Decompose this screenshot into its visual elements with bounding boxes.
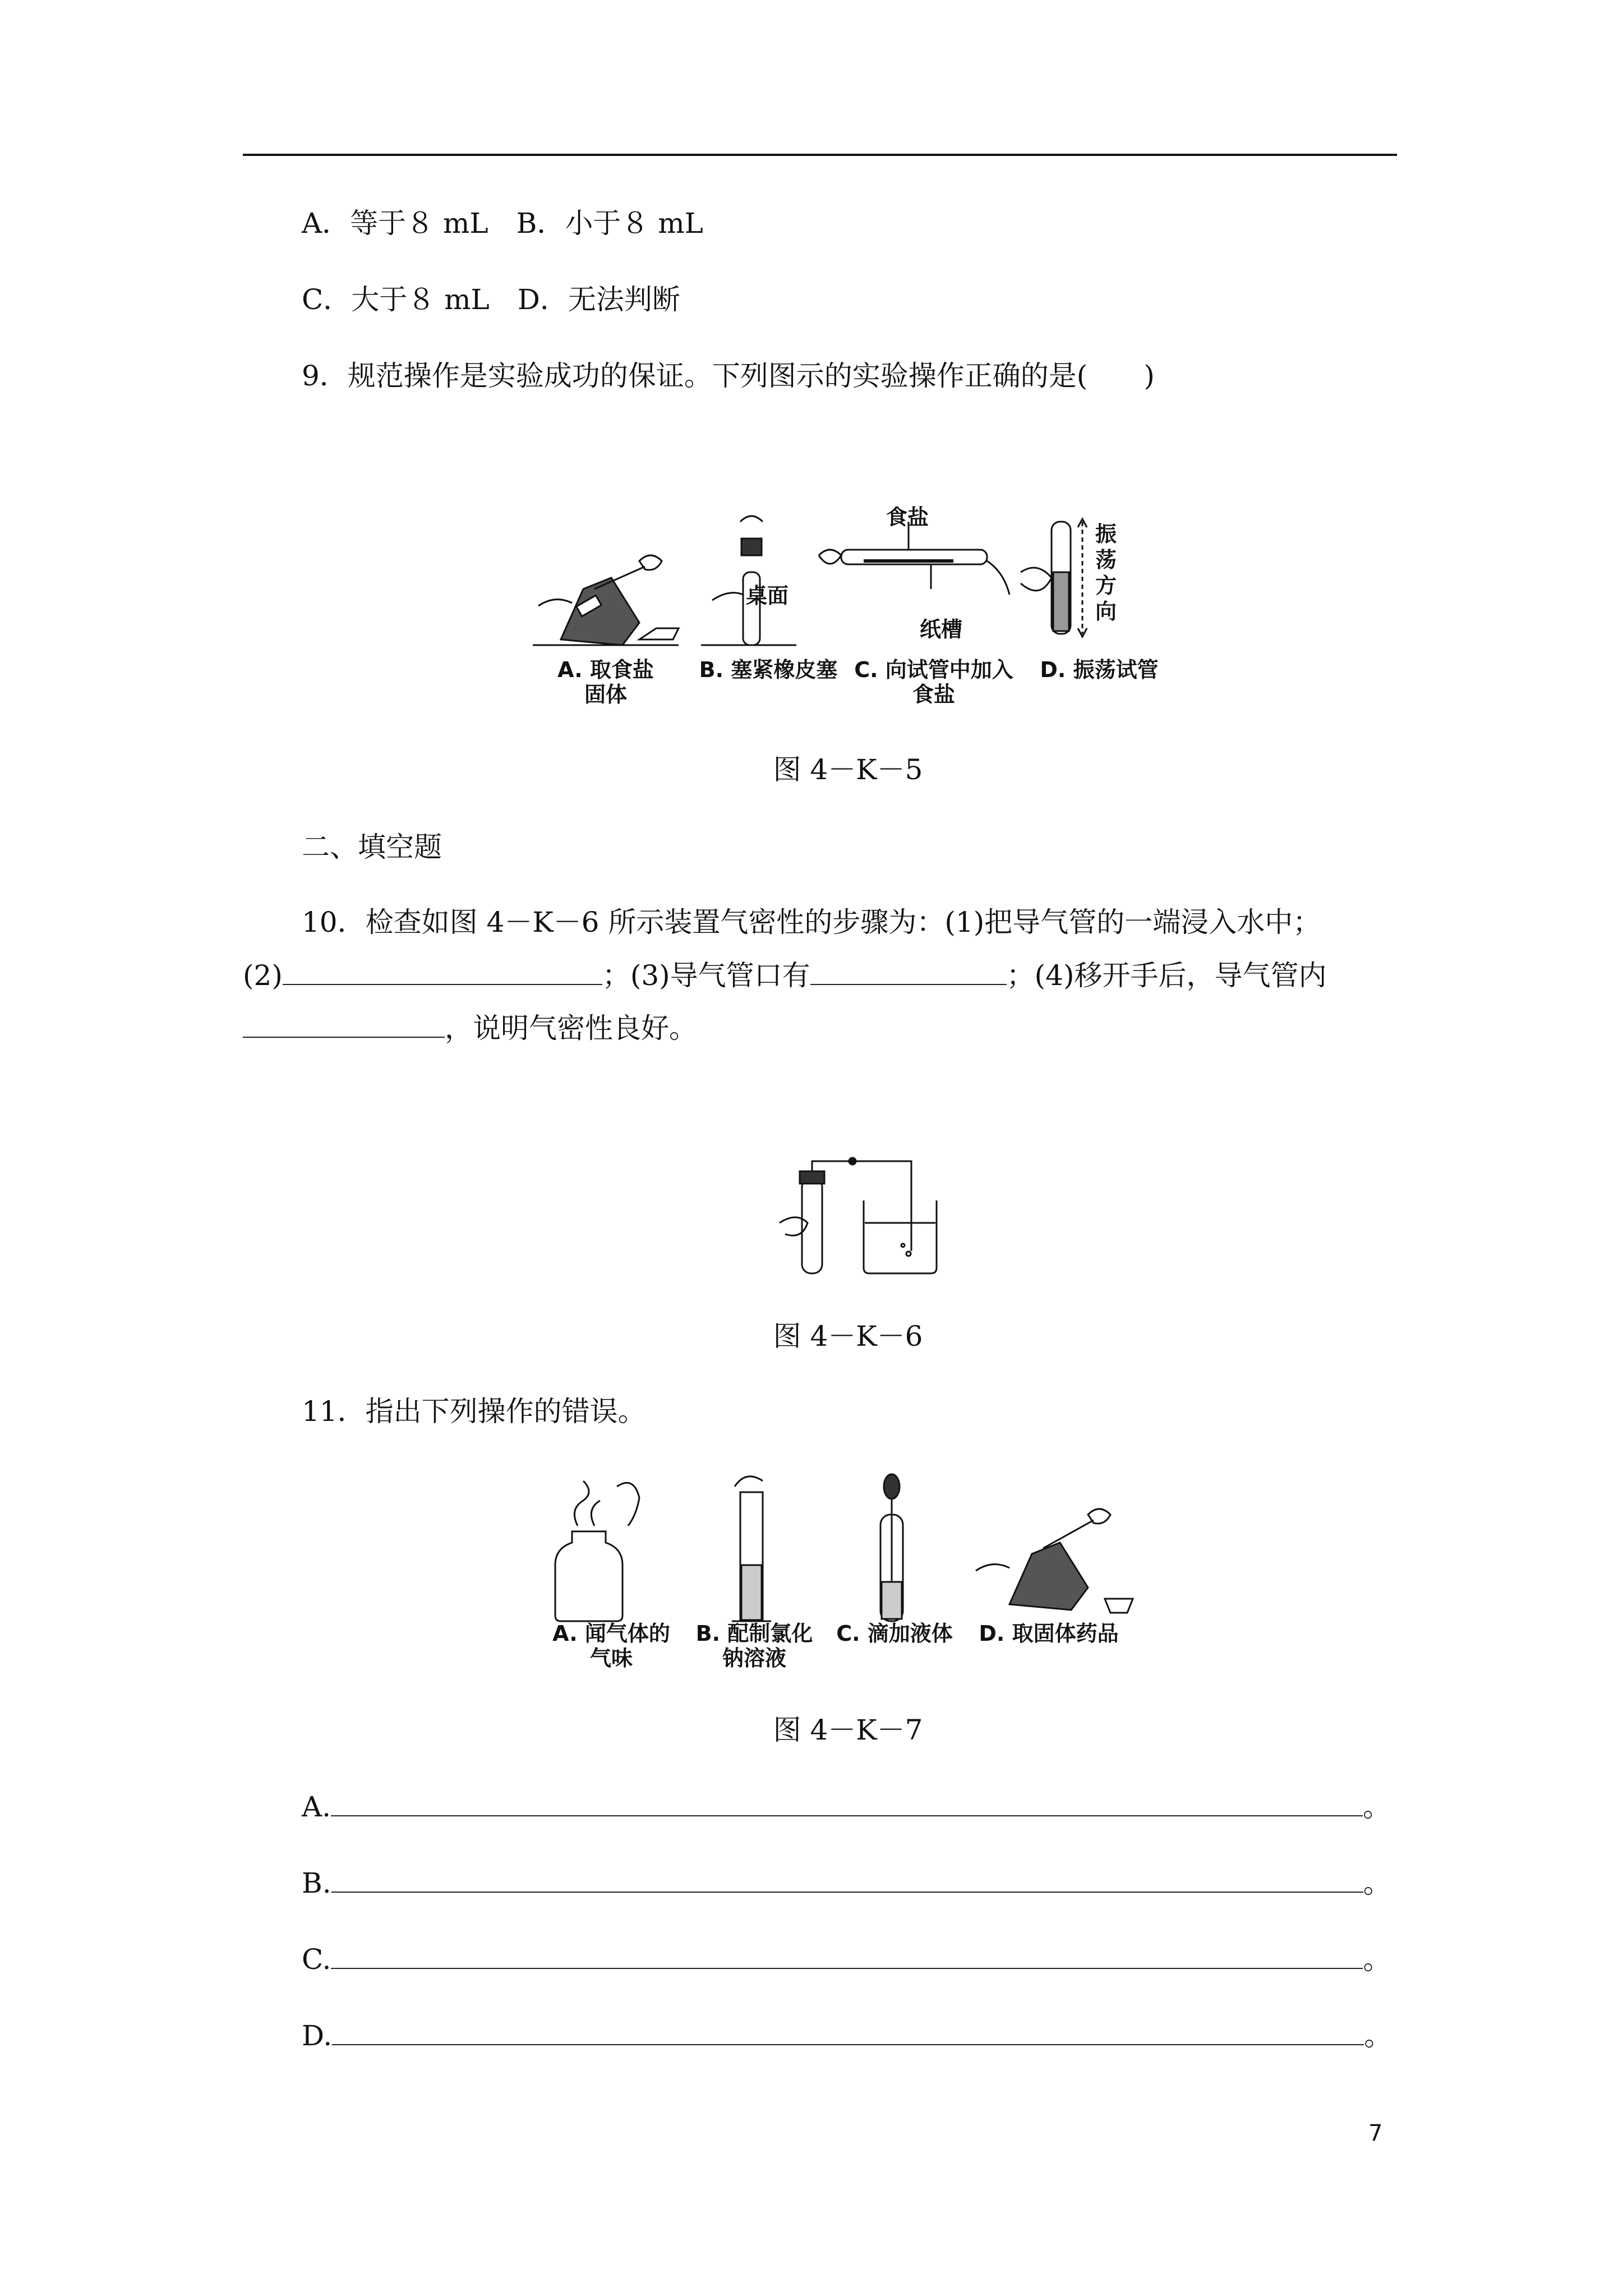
answer-line-a <box>302 1789 1391 1824</box>
answer-label-c: C. <box>302 1943 331 1976</box>
label-option-a: A. 闻气体的 气味 <box>552 1621 670 1671</box>
q10-line3 <box>243 1011 697 1045</box>
figure-caption-4-K-6: 图 4－K－6 <box>773 1320 923 1352</box>
q8-options-line2: C．大于８ mL D．无法判断 <box>302 283 680 316</box>
q8-options-line1: A．等于８ mL B．小于８ mL <box>302 207 703 240</box>
figure-4-K-6 <box>774 1156 942 1279</box>
q10-part4: ；(4)移开手后，导气管内 <box>1006 959 1327 992</box>
q10-part3: ；(3)导气管口有 <box>602 959 810 992</box>
answer-blank-c[interactable] <box>331 1942 1363 1969</box>
label-shake-dir-4: 向 <box>1095 599 1117 624</box>
label-option-c: C. 滴加液体 <box>836 1621 953 1646</box>
q9-stem: 9．规范操作是实验成功的保证。下列图示的实验操作正确的是( ) <box>302 360 1155 392</box>
answer-label-d: D. <box>302 2019 333 2052</box>
label-option-b: B. 配制氯化 钠溶液 <box>695 1621 813 1671</box>
answer-blank-d[interactable] <box>332 2018 1364 2045</box>
answer-blank-3[interactable] <box>810 958 1007 985</box>
q11-stem: 11．指出下列操作的错误。 <box>302 1395 646 1428</box>
airtightness-apparatus-illustration <box>774 1156 942 1279</box>
answer-end-b: 。 <box>1363 1867 1391 1899</box>
figure-caption-4-K-7: 图 4－K－7 <box>773 1714 923 1746</box>
answer-blank-a[interactable] <box>331 1789 1363 1816</box>
header-rule <box>243 154 1397 156</box>
label-option-d: D. 振荡试管 <box>1040 657 1159 682</box>
q10-line1: 10．检查如图 4－K－6 所示装置气密性的步骤为：(1)把导气管的一端浸入水中； <box>302 906 1321 938</box>
answer-end-d: 。 <box>1364 2019 1393 2052</box>
section-title: 二、填空题 <box>302 831 442 863</box>
label-option-d: D. 取固体药品 <box>979 1621 1119 1646</box>
answer-end-a: 。 <box>1363 1791 1391 1823</box>
answer-line-c <box>302 1942 1391 1976</box>
label-desk: 桌面 <box>746 583 789 608</box>
label-option-a: A. 取食盐 固体 <box>557 657 654 707</box>
q10-tail: ，说明气密性良好。 <box>445 1012 697 1045</box>
figure-4-K-5 <box>527 505 1166 712</box>
label-shake-dir-3: 方 <box>1095 573 1117 598</box>
answer-label-a: A. <box>302 1791 331 1823</box>
label-shake-dir-2: 荡 <box>1095 547 1117 572</box>
answer-end-c: 。 <box>1363 1943 1391 1976</box>
answer-line-d <box>302 2018 1392 2053</box>
label-salt: 食盐 <box>886 505 929 530</box>
label-option-b: B. 塞紧橡皮塞 <box>699 657 838 682</box>
figure-caption-4-K-5: 图 4－K－5 <box>773 753 923 786</box>
page-number: 7 <box>1368 2120 1383 2146</box>
answer-blank-b[interactable] <box>331 1866 1363 1893</box>
q10-line2 <box>243 958 1326 992</box>
label-shake-dir-1: 振 <box>1095 522 1117 546</box>
label-option-c: C. 向试管中加入 食盐 <box>854 657 1013 707</box>
q10-part2-prefix: (2) <box>243 959 283 992</box>
answer-label-b: B. <box>302 1867 331 1899</box>
answer-line-b <box>302 1866 1391 1900</box>
figure-4-K-7 <box>538 1470 1155 1672</box>
answer-blank-2[interactable] <box>283 958 602 985</box>
answer-blank-4[interactable] <box>243 1011 445 1038</box>
label-trough: 纸槽 <box>920 617 963 642</box>
